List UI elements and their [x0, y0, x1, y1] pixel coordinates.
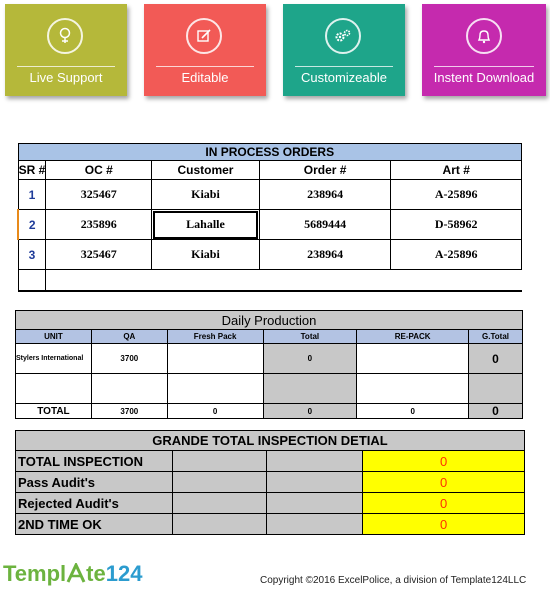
cell-oc[interactable]: 325467 — [46, 240, 152, 270]
cell-art[interactable]: A-25896 — [391, 180, 522, 210]
cell-qa[interactable]: 3700 — [91, 344, 167, 374]
cell-fresh-pack[interactable] — [167, 344, 263, 374]
table-row — [18, 180, 522, 210]
header-customer: Customer — [152, 161, 260, 180]
table-row — [16, 493, 525, 514]
daily-production-table — [15, 310, 523, 419]
cell-empty[interactable] — [46, 270, 522, 292]
cell-total: 0 — [263, 344, 357, 374]
tile-label: Live Support — [29, 70, 103, 85]
total-gtotal: 0 — [469, 404, 523, 419]
row-value: 0 — [363, 493, 525, 514]
cell-sr[interactable]: 2 — [18, 210, 46, 240]
table-row — [16, 472, 525, 493]
cell-order[interactable]: 238964 — [259, 180, 391, 210]
cell-customer-selected[interactable]: Lahalle — [152, 210, 260, 240]
header-sr: SR # — [18, 161, 46, 180]
row-value: 0 — [363, 451, 525, 472]
cell-customer[interactable]: Kiabi — [152, 240, 260, 270]
header-total: Total — [263, 330, 357, 344]
tile-label: Customizeable — [301, 70, 387, 85]
row-label: Rejected Audit's — [16, 493, 173, 514]
header-repack: RE-PACK — [357, 330, 469, 344]
header-gtotal: G.Total — [469, 330, 523, 344]
totals-row — [16, 404, 523, 419]
table-row-empty — [18, 270, 522, 292]
header-qa: QA — [91, 330, 167, 344]
table-row — [16, 514, 525, 535]
header-art: Art # — [391, 161, 522, 180]
orders-title: IN PROCESS ORDERS — [18, 144, 522, 161]
tile-live-support[interactable] — [5, 4, 127, 96]
header-unit: UNIT — [16, 330, 92, 344]
cell-customer[interactable]: Kiabi — [152, 180, 260, 210]
grande-title: GRANDE TOTAL INSPECTION DETIAL — [16, 431, 525, 451]
table-row — [16, 374, 523, 404]
total-label: TOTAL — [16, 404, 92, 419]
brand-logo: Templ te124 — [3, 561, 143, 586]
cell-fresh-pack[interactable] — [167, 374, 263, 404]
cell-art[interactable]: A-25896 — [391, 240, 522, 270]
cell-empty[interactable] — [18, 270, 46, 292]
cell-total — [263, 374, 357, 404]
cell-order[interactable]: 238964 — [259, 240, 391, 270]
copyright-text: Copyright ©2016 ExcelPolice, a division of Template124LLC — [260, 575, 527, 586]
header-oc: OC # — [46, 161, 152, 180]
row-label: TOTAL INSPECTION — [16, 451, 173, 472]
edit-icon — [186, 18, 222, 54]
table-row — [18, 210, 522, 240]
cell-qa[interactable] — [91, 374, 167, 404]
tile-instent-download[interactable] — [422, 4, 546, 96]
cell-repack[interactable] — [357, 374, 469, 404]
cell-sr[interactable]: 1 — [18, 180, 46, 210]
row-label: 2ND TIME OK — [16, 514, 173, 535]
cell-gtotal — [469, 374, 523, 404]
table-row — [16, 344, 523, 374]
tile-label: Instent Download — [433, 70, 535, 85]
total-fresh: 0 — [167, 404, 263, 419]
gears-icon — [325, 18, 361, 54]
tile-customizeable[interactable] — [283, 4, 405, 96]
total-total: 0 — [263, 404, 357, 419]
lightbulb-icon — [47, 18, 83, 54]
header-fresh-pack: Fresh Pack — [167, 330, 263, 344]
a-logo-icon — [66, 563, 86, 583]
bell-icon — [466, 18, 502, 54]
row-label: Pass Audit's — [16, 472, 173, 493]
cell-sr[interactable]: 3 — [18, 240, 46, 270]
tile-label: Editable — [181, 70, 229, 85]
cell-unit[interactable] — [16, 374, 92, 404]
cell-oc[interactable]: 235896 — [46, 210, 152, 240]
cell-order[interactable]: 5689444 — [259, 210, 391, 240]
row-value: 0 — [363, 514, 525, 535]
grande-total-table — [15, 430, 525, 535]
total-qa: 3700 — [91, 404, 167, 419]
tile-editable[interactable] — [144, 4, 266, 96]
in-process-orders-table — [17, 143, 522, 292]
total-repack: 0 — [357, 404, 469, 419]
cell-repack[interactable] — [357, 344, 469, 374]
header-order: Order # — [259, 161, 391, 180]
row-value: 0 — [363, 472, 525, 493]
cell-unit[interactable]: Stylers International — [16, 344, 92, 374]
cell-oc[interactable]: 325467 — [46, 180, 152, 210]
cell-gtotal: 0 — [469, 344, 523, 374]
cell-art[interactable]: D-58962 — [391, 210, 522, 240]
daily-title: Daily Production — [16, 311, 523, 330]
table-row — [18, 240, 522, 270]
table-row — [16, 451, 525, 472]
